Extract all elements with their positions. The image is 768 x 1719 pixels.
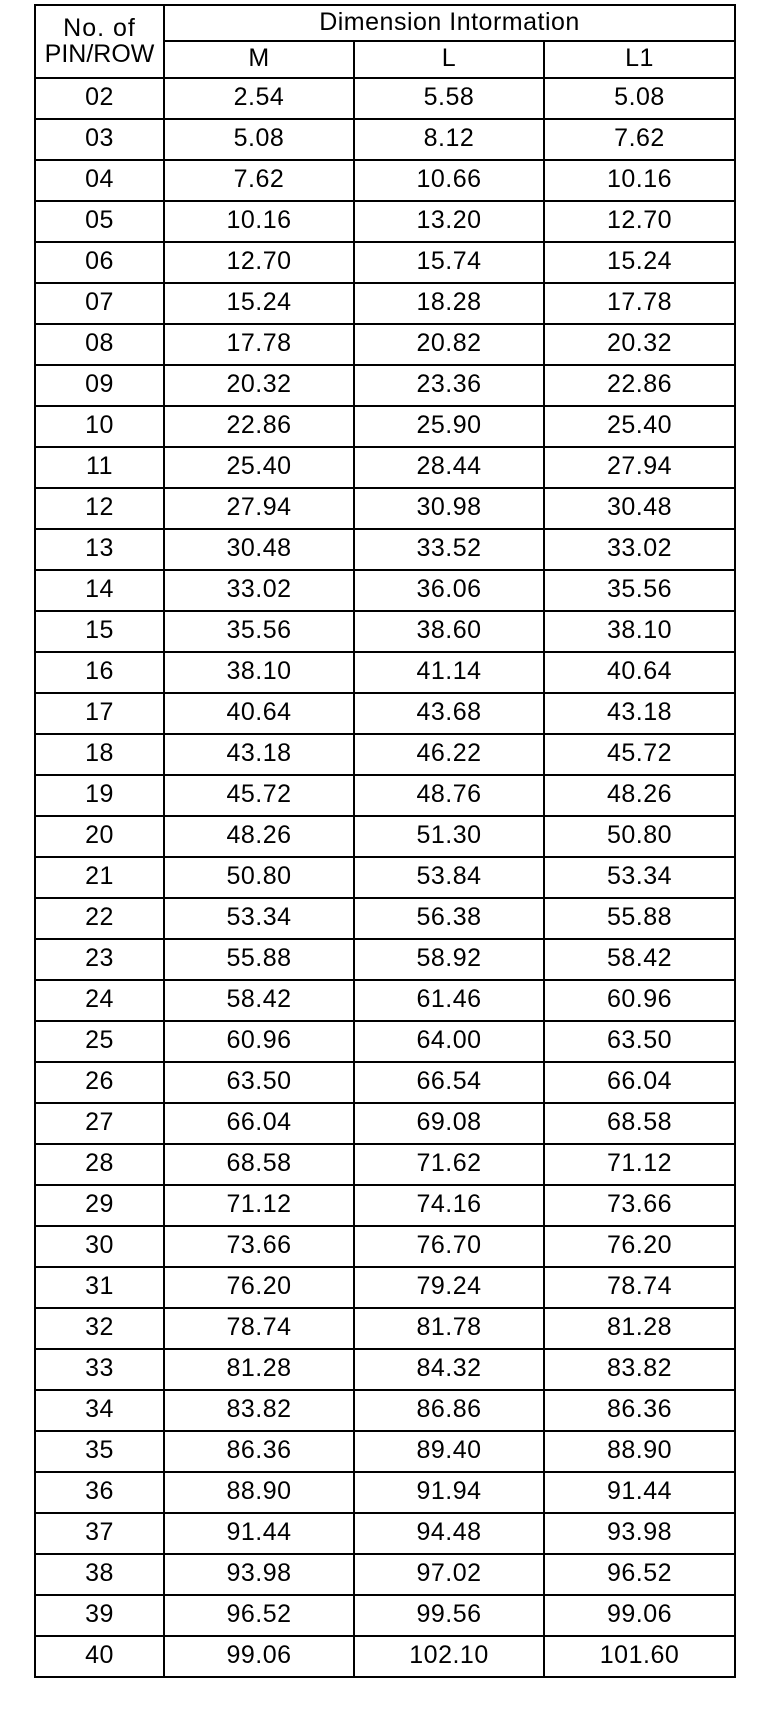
cell-dimension-l: 94.48 [354, 1513, 544, 1554]
table-row [35, 1595, 735, 1636]
table-row [35, 1349, 735, 1390]
cell-dimension-l1: 78.74 [544, 1267, 735, 1308]
table-row [35, 1554, 735, 1595]
cell-dimension-m: 71.12 [164, 1185, 354, 1226]
cell-dimension-l: 61.46 [354, 980, 544, 1021]
cell-dimension-m: 50.80 [164, 857, 354, 898]
cell-pin-count: 30 [35, 1226, 164, 1267]
table-row [35, 1472, 735, 1513]
column-header-pin-row [35, 5, 164, 78]
cell-dimension-l1: 38.10 [544, 611, 735, 652]
cell-pin-count: 34 [35, 1390, 164, 1431]
column-header-m: M [164, 41, 354, 77]
cell-dimension-l1: 12.70 [544, 201, 735, 242]
cell-dimension-m: 93.98 [164, 1554, 354, 1595]
cell-dimension-l1: 99.06 [544, 1595, 735, 1636]
cell-pin-count: 14 [35, 570, 164, 611]
cell-dimension-l1: 33.02 [544, 529, 735, 570]
cell-dimension-m: 15.24 [164, 283, 354, 324]
cell-dimension-l1: 63.50 [544, 1021, 735, 1062]
cell-dimension-m: 58.42 [164, 980, 354, 1021]
cell-dimension-m: 96.52 [164, 1595, 354, 1636]
cell-pin-count: 21 [35, 857, 164, 898]
cell-pin-count: 29 [35, 1185, 164, 1226]
table-row [35, 488, 735, 529]
cell-dimension-m: 88.90 [164, 1472, 354, 1513]
cell-dimension-l: 8.12 [354, 119, 544, 160]
dimension-information-table [34, 4, 736, 1678]
cell-dimension-m: 40.64 [164, 693, 354, 734]
table-row [35, 324, 735, 365]
cell-dimension-l: 81.78 [354, 1308, 544, 1349]
cell-dimension-m: 83.82 [164, 1390, 354, 1431]
cell-pin-count: 38 [35, 1554, 164, 1595]
table-row [35, 652, 735, 693]
pin-header-line-2: PIN/ROW [44, 39, 155, 68]
cell-dimension-l1: 101.60 [544, 1636, 735, 1677]
cell-pin-count: 39 [35, 1595, 164, 1636]
table-row [35, 1226, 735, 1267]
table-row [35, 406, 735, 447]
table-row [35, 1144, 735, 1185]
cell-dimension-m: 12.70 [164, 242, 354, 283]
cell-dimension-l: 97.02 [354, 1554, 544, 1595]
table-row [35, 119, 735, 160]
cell-dimension-l: 51.30 [354, 816, 544, 857]
cell-dimension-m: 17.78 [164, 324, 354, 365]
cell-dimension-l: 71.62 [354, 1144, 544, 1185]
table-row [35, 898, 735, 939]
cell-dimension-l1: 55.88 [544, 898, 735, 939]
cell-dimension-l1: 86.36 [544, 1390, 735, 1431]
cell-dimension-l1: 22.86 [544, 365, 735, 406]
cell-dimension-l1: 30.48 [544, 488, 735, 529]
cell-dimension-l1: 66.04 [544, 1062, 735, 1103]
cell-dimension-m: 68.58 [164, 1144, 354, 1185]
cell-dimension-l: 74.16 [354, 1185, 544, 1226]
cell-dimension-m: 7.62 [164, 160, 354, 201]
table-row [35, 1185, 735, 1226]
table-row [35, 857, 735, 898]
table-row [35, 1390, 735, 1431]
cell-pin-count: 28 [35, 1144, 164, 1185]
cell-pin-count: 05 [35, 201, 164, 242]
cell-pin-count: 18 [35, 734, 164, 775]
cell-pin-count: 19 [35, 775, 164, 816]
cell-pin-count: 40 [35, 1636, 164, 1677]
table-row [35, 1636, 735, 1677]
cell-pin-count: 17 [35, 693, 164, 734]
table-row [35, 1021, 735, 1062]
cell-dimension-l: 38.60 [354, 611, 544, 652]
cell-pin-count: 16 [35, 652, 164, 693]
cell-dimension-l: 79.24 [354, 1267, 544, 1308]
column-header-l1: L1 [544, 41, 735, 77]
cell-dimension-l1: 27.94 [544, 447, 735, 488]
column-header-l: L [354, 41, 544, 77]
cell-dimension-l: 15.74 [354, 242, 544, 283]
cell-dimension-m: 5.08 [164, 119, 354, 160]
cell-dimension-m: 73.66 [164, 1226, 354, 1267]
cell-dimension-l: 25.90 [354, 406, 544, 447]
cell-pin-count: 09 [35, 365, 164, 406]
table-header [35, 5, 735, 78]
cell-pin-count: 13 [35, 529, 164, 570]
cell-pin-count: 35 [35, 1431, 164, 1472]
cell-pin-count: 36 [35, 1472, 164, 1513]
table-row [35, 365, 735, 406]
table-row [35, 611, 735, 652]
cell-pin-count: 25 [35, 1021, 164, 1062]
pin-header-line-1: No. of [63, 13, 136, 42]
cell-dimension-l1: 58.42 [544, 939, 735, 980]
cell-dimension-l: 23.36 [354, 365, 544, 406]
table-row [35, 980, 735, 1021]
cell-pin-count: 23 [35, 939, 164, 980]
cell-dimension-m: 48.26 [164, 816, 354, 857]
cell-dimension-l: 10.66 [354, 160, 544, 201]
cell-dimension-l: 58.92 [354, 939, 544, 980]
cell-dimension-l1: 93.98 [544, 1513, 735, 1554]
cell-dimension-m: 86.36 [164, 1431, 354, 1472]
cell-dimension-l1: 53.34 [544, 857, 735, 898]
cell-dimension-m: 81.28 [164, 1349, 354, 1390]
cell-dimension-l1: 43.18 [544, 693, 735, 734]
cell-pin-count: 33 [35, 1349, 164, 1390]
cell-dimension-m: 27.94 [164, 488, 354, 529]
table-row [35, 529, 735, 570]
cell-pin-count: 20 [35, 816, 164, 857]
cell-dimension-m: 53.34 [164, 898, 354, 939]
cell-dimension-m: 25.40 [164, 447, 354, 488]
cell-dimension-m: 63.50 [164, 1062, 354, 1103]
cell-dimension-m: 33.02 [164, 570, 354, 611]
cell-dimension-l: 53.84 [354, 857, 544, 898]
cell-dimension-l1: 81.28 [544, 1308, 735, 1349]
cell-dimension-m: 30.48 [164, 529, 354, 570]
cell-dimension-l1: 20.32 [544, 324, 735, 365]
cell-dimension-l: 20.82 [354, 324, 544, 365]
table-row [35, 1308, 735, 1349]
cell-dimension-m: 91.44 [164, 1513, 354, 1554]
cell-dimension-l1: 71.12 [544, 1144, 735, 1185]
cell-dimension-l1: 88.90 [544, 1431, 735, 1472]
table-row [35, 775, 735, 816]
table-row [35, 1267, 735, 1308]
cell-dimension-l1: 45.72 [544, 734, 735, 775]
table-row [35, 1513, 735, 1554]
cell-pin-count: 08 [35, 324, 164, 365]
cell-dimension-m: 66.04 [164, 1103, 354, 1144]
table-row [35, 816, 735, 857]
cell-dimension-l1: 48.26 [544, 775, 735, 816]
cell-dimension-l: 46.22 [354, 734, 544, 775]
cell-dimension-m: 55.88 [164, 939, 354, 980]
cell-dimension-l1: 40.64 [544, 652, 735, 693]
cell-dimension-l: 30.98 [354, 488, 544, 529]
cell-dimension-m: 22.86 [164, 406, 354, 447]
cell-dimension-m: 10.16 [164, 201, 354, 242]
table-row [35, 78, 735, 119]
cell-dimension-l: 13.20 [354, 201, 544, 242]
table-row [35, 693, 735, 734]
cell-dimension-l: 69.08 [354, 1103, 544, 1144]
cell-pin-count: 37 [35, 1513, 164, 1554]
cell-dimension-l1: 5.08 [544, 78, 735, 119]
cell-pin-count: 15 [35, 611, 164, 652]
cell-dimension-l1: 76.20 [544, 1226, 735, 1267]
table-row [35, 447, 735, 488]
cell-pin-count: 24 [35, 980, 164, 1021]
cell-dimension-l: 56.38 [354, 898, 544, 939]
cell-dimension-l: 84.32 [354, 1349, 544, 1390]
cell-dimension-l: 43.68 [354, 693, 544, 734]
cell-dimension-l: 28.44 [354, 447, 544, 488]
cell-dimension-l: 91.94 [354, 1472, 544, 1513]
table-row [35, 242, 735, 283]
cell-dimension-l: 64.00 [354, 1021, 544, 1062]
cell-dimension-l: 36.06 [354, 570, 544, 611]
cell-dimension-l1: 25.40 [544, 406, 735, 447]
cell-pin-count: 02 [35, 78, 164, 119]
cell-dimension-m: 45.72 [164, 775, 354, 816]
cell-dimension-l: 66.54 [354, 1062, 544, 1103]
cell-dimension-m: 76.20 [164, 1267, 354, 1308]
table-row [35, 1431, 735, 1472]
cell-dimension-l: 86.86 [354, 1390, 544, 1431]
cell-dimension-l1: 10.16 [544, 160, 735, 201]
cell-dimension-m: 35.56 [164, 611, 354, 652]
cell-dimension-l1: 91.44 [544, 1472, 735, 1513]
cell-dimension-l1: 68.58 [544, 1103, 735, 1144]
cell-dimension-m: 99.06 [164, 1636, 354, 1677]
cell-dimension-l1: 73.66 [544, 1185, 735, 1226]
cell-dimension-l1: 96.52 [544, 1554, 735, 1595]
cell-dimension-l: 48.76 [354, 775, 544, 816]
cell-dimension-m: 43.18 [164, 734, 354, 775]
cell-dimension-m: 78.74 [164, 1308, 354, 1349]
cell-pin-count: 32 [35, 1308, 164, 1349]
cell-dimension-l: 33.52 [354, 529, 544, 570]
cell-dimension-l: 76.70 [354, 1226, 544, 1267]
cell-dimension-l: 102.10 [354, 1636, 544, 1677]
cell-dimension-l1: 35.56 [544, 570, 735, 611]
cell-pin-count: 06 [35, 242, 164, 283]
cell-pin-count: 04 [35, 160, 164, 201]
table-body [35, 78, 735, 1677]
cell-pin-count: 12 [35, 488, 164, 529]
table-row [35, 160, 735, 201]
table-row [35, 201, 735, 242]
cell-dimension-l: 18.28 [354, 283, 544, 324]
cell-dimension-l1: 17.78 [544, 283, 735, 324]
cell-pin-count: 27 [35, 1103, 164, 1144]
cell-pin-count: 11 [35, 447, 164, 488]
table-row [35, 570, 735, 611]
cell-pin-count: 31 [35, 1267, 164, 1308]
cell-pin-count: 26 [35, 1062, 164, 1103]
table-row [35, 283, 735, 324]
cell-pin-count: 07 [35, 283, 164, 324]
cell-dimension-l: 89.40 [354, 1431, 544, 1472]
cell-pin-count: 10 [35, 406, 164, 447]
table-row [35, 734, 735, 775]
table-header-row-1 [35, 5, 735, 41]
cell-dimension-l1: 7.62 [544, 119, 735, 160]
cell-dimension-m: 60.96 [164, 1021, 354, 1062]
cell-pin-count: 03 [35, 119, 164, 160]
cell-dimension-l1: 50.80 [544, 816, 735, 857]
cell-dimension-l1: 15.24 [544, 242, 735, 283]
cell-dimension-l: 99.56 [354, 1595, 544, 1636]
cell-dimension-l1: 83.82 [544, 1349, 735, 1390]
cell-dimension-l: 41.14 [354, 652, 544, 693]
cell-dimension-m: 2.54 [164, 78, 354, 119]
cell-dimension-m: 38.10 [164, 652, 354, 693]
table-row [35, 1062, 735, 1103]
table-row [35, 1103, 735, 1144]
cell-pin-count: 22 [35, 898, 164, 939]
cell-dimension-l1: 60.96 [544, 980, 735, 1021]
cell-dimension-l: 5.58 [354, 78, 544, 119]
cell-dimension-m: 20.32 [164, 365, 354, 406]
column-group-header-dimension: Dimension Intormation [164, 5, 735, 41]
table-row [35, 939, 735, 980]
